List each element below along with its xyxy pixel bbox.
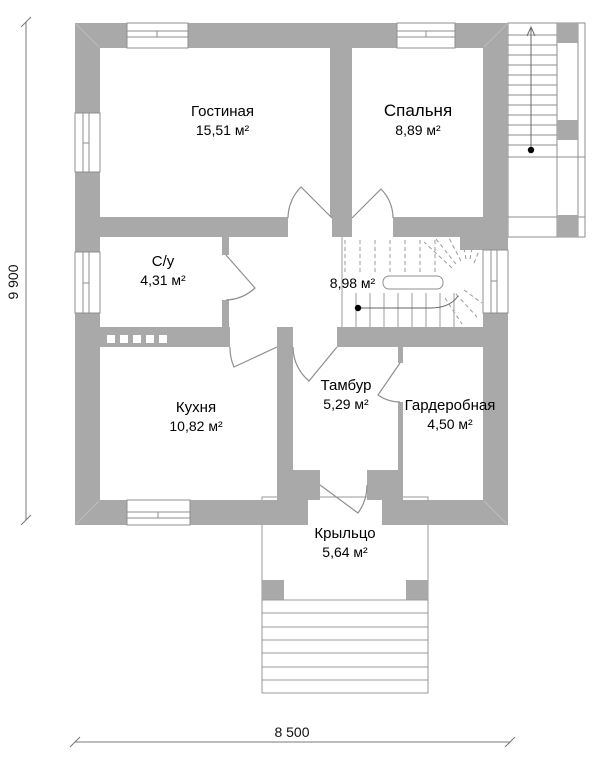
room-area: 10,82 м² [169, 418, 223, 434]
wall-segment [367, 470, 403, 500]
door-bathroom [226, 255, 255, 300]
wall-segment [337, 327, 483, 347]
door-kitchen [230, 347, 277, 367]
room-area: 5,64 м² [322, 544, 368, 560]
room-label-porch [275, 524, 415, 561]
room-area: 15,51 м² [195, 122, 250, 138]
room-area: 5,29 м² [323, 396, 369, 412]
window-kitchen-bottom [127, 500, 190, 525]
wall-bottom-right [382, 500, 508, 525]
wall-bottom-left [75, 500, 308, 525]
door-entrance [320, 485, 367, 513]
window-bedroom-top [397, 23, 455, 48]
wall-segment [460, 217, 483, 250]
room-label-living [150, 102, 295, 139]
room-area: 4,31 м² [140, 272, 186, 288]
wall-segment [287, 470, 320, 500]
room-area: 4,50 м² [427, 416, 473, 432]
staircase-pillar-middle [557, 120, 578, 140]
porch-pillar-left [262, 580, 284, 600]
wall-segment [222, 237, 229, 255]
room-name: Кухня [175, 399, 217, 416]
room-label-bathroom [110, 252, 216, 289]
dimension-line-vertical [21, 17, 31, 525]
room-label-hall [300, 274, 405, 292]
staircase-pillar-top [557, 23, 578, 43]
door-bedroom [352, 189, 393, 218]
window-bathroom-left [75, 252, 100, 313]
room-name: Спальня [383, 101, 453, 120]
dimension-width-label: 8 500 [274, 724, 310, 740]
porch-steps [262, 600, 428, 693]
porch-pillar-right [406, 580, 428, 600]
external-staircase [508, 23, 585, 237]
internal-walk-line-dot [355, 305, 361, 311]
room-label-vestibule [296, 376, 396, 413]
staircase-pillar-bottom [557, 215, 578, 237]
room-name: С/у [151, 253, 175, 270]
wall-segment [277, 327, 293, 347]
wall-segment [398, 347, 403, 363]
dimension-height-label: 9 900 [5, 264, 21, 300]
window-hall-right [483, 250, 508, 313]
walk-line-start-dot [528, 147, 534, 153]
room-name: Тамбур [320, 377, 372, 394]
room-area: 8,89 м² [395, 122, 441, 138]
room-label-bedroom [355, 100, 481, 139]
staircase-treads [508, 35, 557, 145]
staircase-walk-line [527, 27, 535, 153]
wall-segment [75, 217, 288, 237]
room-name: Гардеробная [404, 397, 496, 414]
room-label-kitchen [126, 398, 266, 435]
door-living [288, 187, 332, 218]
room-name: Крыльцо [314, 525, 376, 542]
wall-segment [332, 217, 352, 237]
room-name: Гостиная [191, 103, 254, 120]
room-area: 8,98 м² [329, 275, 376, 291]
room-label-wardrobe [393, 396, 507, 433]
window-living-left [75, 113, 100, 172]
window-living-top [127, 23, 188, 48]
internal-stair-treads [356, 293, 454, 327]
wall-segment [222, 300, 229, 327]
wall-segment [330, 48, 352, 217]
